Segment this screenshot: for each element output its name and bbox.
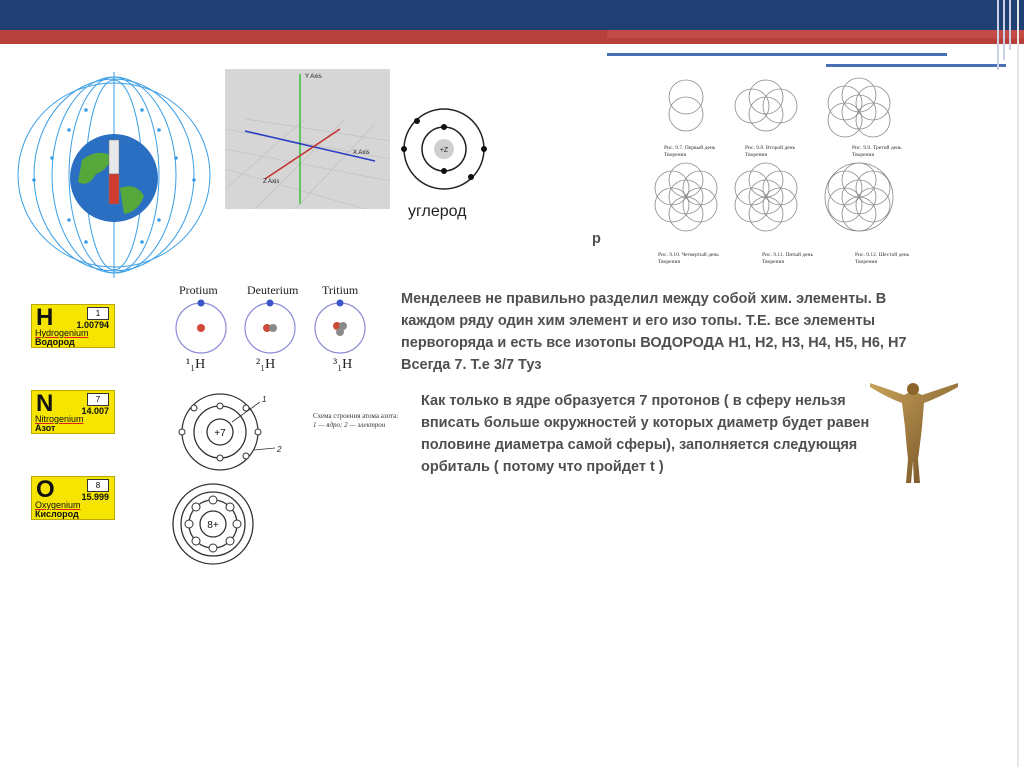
earth-magnetic-field-icon: [12, 70, 217, 285]
element-mass: 14.007: [81, 406, 109, 416]
carbon-atom-diagram: [400, 105, 490, 195]
paragraph-line: первогоряда и есть все изотопы ВОДОРОДА Н1, Н2, Н3, Н4, Н5, Н6, Н7: [401, 335, 907, 351]
y-axis-label: Y Axis: [305, 74, 322, 80]
paragraph-mendeleev: [401, 288, 961, 376]
isotope-symbol-tritium: ³₁H: [333, 357, 353, 372]
flower-caption-1: Рис. 9.7. Первый день Творения: [664, 145, 716, 158]
element-latin-name: Nitrogenium: [35, 414, 84, 424]
flower-caption-4: Рис. 9.10. Четвертый день Творения: [658, 252, 719, 265]
carbon-nucleus-label: +Z: [439, 147, 449, 154]
element-symbol: O: [36, 476, 55, 503]
header-rule-1: [607, 53, 947, 56]
x-axis-label: X Axis: [353, 150, 370, 156]
paragraph-line: Как только в ядре образуется 7 протонов ( в сферу нельзя: [421, 393, 846, 409]
isotope-label-tritium: Tritium: [322, 283, 359, 297]
header-accent-stripe-right: [607, 30, 1024, 38]
paragraph-seven-protons: [421, 390, 891, 478]
nitrogen-callout-2: 2: [277, 445, 282, 454]
paragraph-line: Всегда 7. Т.е 3/7 Туз: [401, 357, 542, 373]
element-card-nitrogen: [31, 390, 115, 434]
paragraph-line: половине диаметра самой сферы), заполняется следующяя: [421, 437, 858, 453]
element-mass: 1.00794: [76, 320, 109, 330]
flower-caption-6: Рис. 9.12. Шестой день Творения: [855, 252, 910, 265]
nitrogen-atom-diagram: [170, 390, 290, 475]
nitrogen-callout-1: 1: [262, 395, 267, 404]
z-axis-label: Z Axis: [263, 179, 280, 185]
oxygen-atom-diagram: [168, 482, 260, 568]
element-number: 8: [87, 479, 109, 492]
element-number: 1: [87, 307, 109, 320]
isotope-label-deuterium: Deuterium: [247, 283, 299, 297]
nitrogen-caption-line1: Схема строения атома азота:: [313, 412, 399, 420]
element-number: 7: [87, 393, 109, 406]
header-band: [0, 0, 1024, 30]
paragraph-line: каждом ряду один хим элемент и его изо топы. Т.Е. все элементы: [401, 313, 875, 329]
element-latin-name: Hydrogenium: [35, 328, 89, 338]
oxygen-nucleus-label: 8+: [207, 520, 219, 531]
element-russian-name: Кислород: [35, 509, 79, 519]
isotope-symbol-protium: ¹₁H: [186, 357, 206, 372]
paragraph-line: орбиталь ( потому что пройдет t ): [421, 459, 664, 475]
flower-caption-2: Рис. 9.8. Второй день Творения: [745, 145, 796, 158]
right-edge-decoration: [990, 0, 1024, 767]
paragraph-line: Менделеев не правильно разделил между собой хим. элементы. В: [401, 291, 887, 307]
crucifix-figure-icon: [868, 375, 960, 487]
isotope-symbol-deuterium: ²₁H: [256, 357, 276, 372]
nitrogen-caption-line2: 1 — ядро; 2 — электрон: [313, 421, 386, 429]
paragraph-line: вписать больше окружностей у которых диаметр будет равен: [421, 415, 870, 431]
hydrogen-isotopes-diagram: [170, 296, 380, 358]
element-symbol: H: [36, 304, 54, 331]
header-rule-2: [826, 64, 1006, 67]
stray-letter: р: [592, 231, 601, 247]
nitrogen-nucleus-label: +7: [214, 428, 226, 439]
flower-of-life-grid: [640, 75, 930, 275]
flower-caption-5: Рис. 9.11. Пятый день Творения: [762, 252, 813, 265]
carbon-caption: углерод: [408, 203, 467, 220]
element-russian-name: Азот: [35, 423, 56, 433]
element-card-hydrogen: [31, 304, 115, 348]
element-mass: 15.999: [81, 492, 109, 502]
element-latin-name: Oxygenium: [35, 500, 81, 510]
element-russian-name: Водород: [35, 337, 75, 347]
3d-axes-diagram: [225, 69, 390, 209]
isotope-label-protium: Protium: [179, 283, 218, 297]
element-symbol: N: [36, 390, 54, 417]
flower-caption-3: Рис. 9.9. Третий день Творения: [852, 145, 902, 158]
element-card-oxygen: [31, 476, 115, 520]
